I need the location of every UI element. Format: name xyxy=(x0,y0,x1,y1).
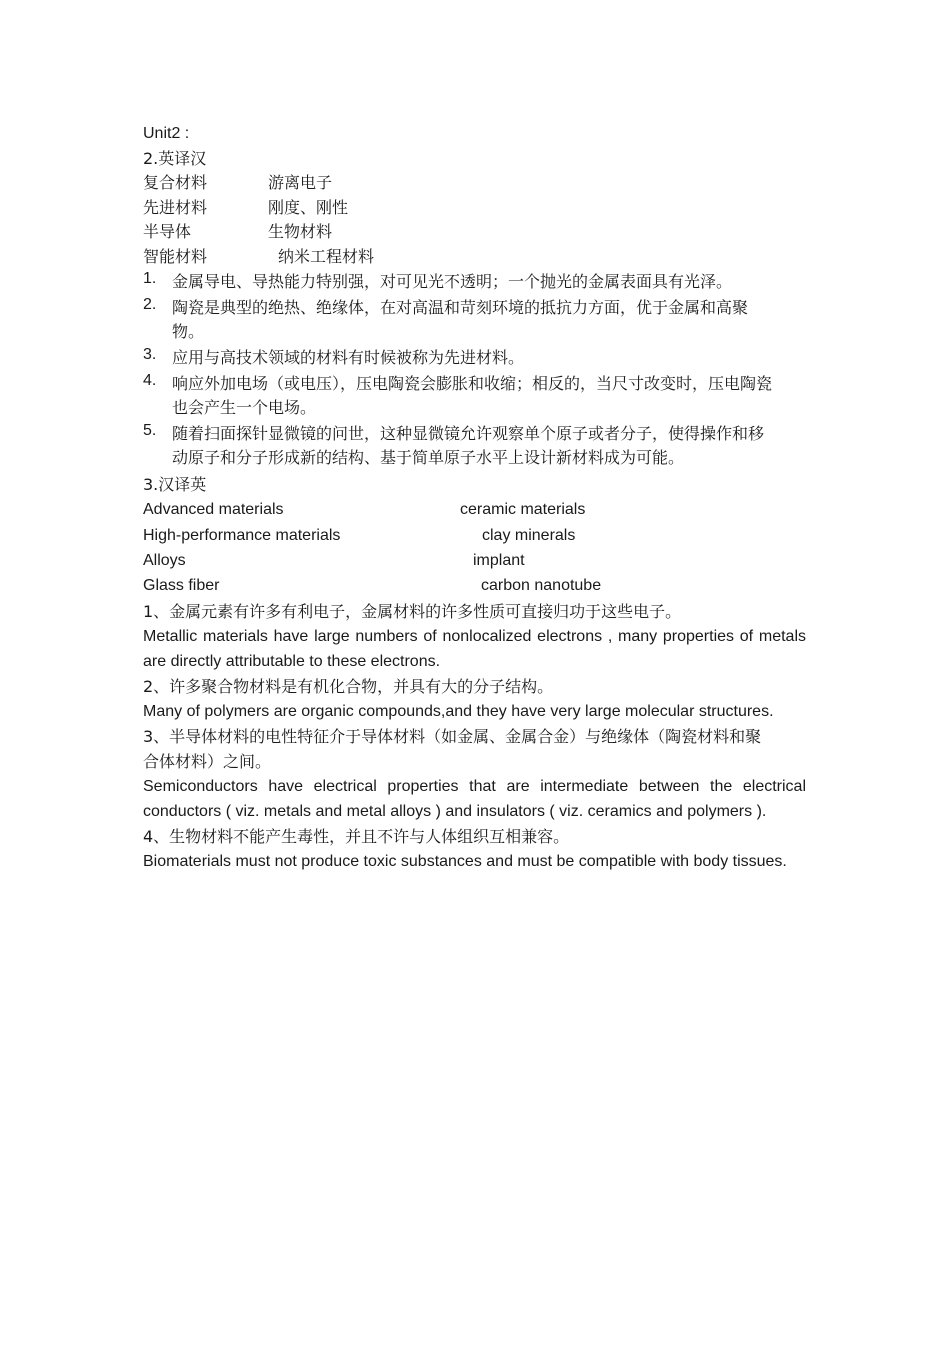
sentence-translations xyxy=(143,599,806,874)
list-number: 4. xyxy=(143,372,157,390)
list-item xyxy=(143,372,806,420)
term-pair xyxy=(143,220,806,245)
term-right: implant xyxy=(473,551,525,569)
term-left: Advanced materials xyxy=(143,501,284,519)
sentence-zh: 1、金属元素有许多有利电子，金属材料的许多性质可直接归功于这些电子。 xyxy=(143,601,682,621)
translation-list xyxy=(143,270,806,470)
term-left: 半导体 xyxy=(143,222,192,242)
sentence-en: Many of polymers are organic compounds,and they have very large molecular structures. xyxy=(143,702,774,720)
unit-title: Unit2 : xyxy=(143,125,190,142)
sentence-en: Semiconductors have electrical properties that are intermediate between the electrical conductors ( viz. metals and metal alloys ) and insulators ( viz. ceramics and polymers ). xyxy=(143,777,806,820)
document-body xyxy=(143,121,806,874)
section-2-heading: 2.英译汉 xyxy=(143,149,207,168)
term-pair xyxy=(143,548,806,573)
term-right: carbon nanotube xyxy=(481,577,602,595)
term-right: 刚度、刚性 xyxy=(268,197,349,217)
term-pair xyxy=(143,523,806,548)
term-left: 复合材料 xyxy=(143,173,208,192)
term-pair xyxy=(143,196,806,221)
term-pairs-en-zh xyxy=(143,171,806,269)
term-left: 智能材料 xyxy=(143,246,208,266)
sentence-en: Metallic materials have large numbers of nonlocalized electrons , many properties of metals are directly attributable to these electrons. xyxy=(143,627,806,670)
sentence-zh: 4、生物材料不能产生毒性，并且不许与人体组织互相兼容。 xyxy=(143,826,570,846)
term-right: 纳米工程材料 xyxy=(278,246,375,266)
list-text: 随着扫面探针显微镜的问世，这种显微镜允许观察单个原子或者分子，使得操作和移动原子和分子形成新的结构、基于简单原子水平上设计新材料成为可能。 xyxy=(172,424,765,468)
term-pair xyxy=(143,497,806,522)
term-pair xyxy=(143,171,806,196)
list-item xyxy=(143,296,806,344)
sentence-zh: 3、半导体材料的电性特征介于导体材料（如金属、金属合金）与绝缘体（陶瓷材料和聚合体材料）之间。 xyxy=(143,726,762,771)
term-right: 游离电子 xyxy=(268,173,333,192)
term-pairs-zh-en xyxy=(143,497,806,598)
sentence-en: Biomaterials must not produce toxic substances and must be compatible with body tissues. xyxy=(143,852,787,870)
term-right: clay minerals xyxy=(482,526,576,544)
list-number: 1. xyxy=(143,270,157,288)
term-left: Glass fiber xyxy=(143,577,220,595)
list-text: 响应外加电场（或电压），压电陶瓷会膨胀和收缩；相反的，当尺寸改变时，压电陶瓷也会产生一个电场。 xyxy=(172,374,773,418)
term-left: Alloys xyxy=(143,551,186,569)
list-number: 3. xyxy=(143,346,157,364)
term-left: 先进材料 xyxy=(143,197,208,217)
term-left: High-performance materials xyxy=(143,526,341,544)
term-right: ceramic materials xyxy=(460,501,586,519)
term-pair xyxy=(143,573,806,598)
list-item xyxy=(143,422,806,470)
list-text: 应用与高技术领域的材料有时候被称为先进材料。 xyxy=(172,348,525,368)
list-number: 5. xyxy=(143,422,157,440)
list-item xyxy=(143,270,806,294)
list-number: 2. xyxy=(143,296,157,314)
list-text: 金属导电、导热能力特别强，对可见光不透明；一个抛光的金属表面具有光泽。 xyxy=(172,272,733,292)
section-3-heading: 3.汉译英 xyxy=(143,475,207,495)
term-pair xyxy=(143,245,806,270)
list-text: 陶瓷是典型的绝热、绝缘体，在对高温和苛刻环境的抵抗力方面，优于金属和高聚物。 xyxy=(172,298,749,342)
term-right: 生物材料 xyxy=(268,222,333,242)
list-item xyxy=(143,346,806,370)
sentence-zh: 2、许多聚合物材料是有机化合物，并具有大的分子结构。 xyxy=(143,676,554,696)
